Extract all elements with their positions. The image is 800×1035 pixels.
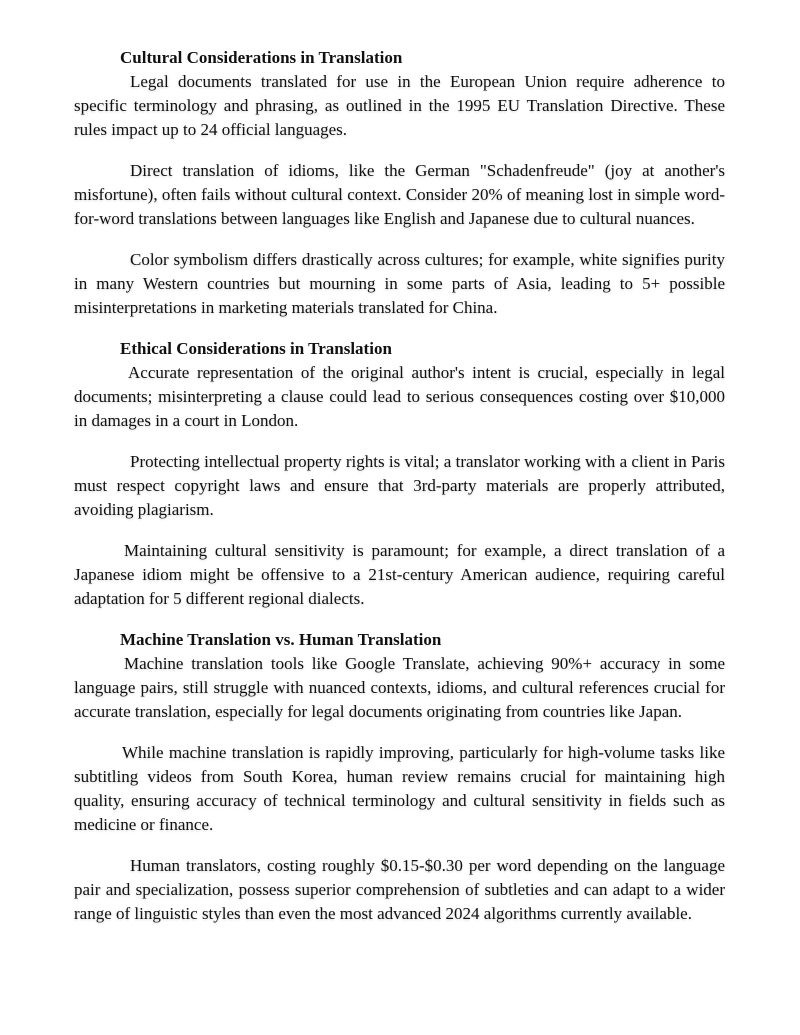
section-heading: Ethical Considerations in Translation bbox=[120, 339, 392, 358]
paragraph: Color symbolism differs drastically across cultures; for example, white signifies purity in many Western countries but mourning in some parts of Asia, leading to 5+ possible misinterpretations in marketing materials translated for China. bbox=[74, 250, 725, 317]
paragraph: Legal documents translated for use in the European Union require adherence to specific terminology and phrasing, as outlined in the 1995 EU Translation Directive. These rules impact up to 24 official languages. bbox=[74, 72, 725, 139]
paragraph: Accurate representation of the original author's intent is crucial, especially in legal documents; misinterpreting a clause could lead to serious consequences costing over $10,000 in damages in a court in London. bbox=[74, 363, 725, 430]
paragraph: Human translators, costing roughly $0.15-$0.30 per word depending on the language pair and specialization, possess superior comprehension of subtleties and can adapt to a wider range of linguistic styles than even the most advanced 2024 algorithms currently available. bbox=[74, 856, 725, 923]
section-heading: Machine Translation vs. Human Translation bbox=[120, 630, 442, 649]
section-ethical-considerations bbox=[74, 337, 725, 611]
section-machine-vs-human bbox=[74, 628, 725, 926]
paragraph: Machine translation tools like Google Translate, achieving 90%+ accuracy in some language pairs, still struggle with nuanced contexts, idioms, and cultural references crucial for accurate translation, especially for legal documents originating from countries like Japan. bbox=[74, 654, 725, 721]
paragraph: Maintaining cultural sensitivity is paramount; for example, a direct translation of a Japanese idiom might be offensive to a 21st-century American audience, requiring careful adaptation for 5 different regional dialects. bbox=[74, 541, 725, 608]
section-heading: Cultural Considerations in Translation bbox=[120, 48, 403, 67]
paragraph: While machine translation is rapidly improving, particularly for high-volume tasks like subtitling videos from South Korea, human review remains crucial for maintaining high quality, ensuring accuracy of technical terminology and cultural sensitivity in fields such as medicine or finance. bbox=[74, 743, 725, 834]
document-page bbox=[74, 46, 725, 926]
paragraph: Direct translation of idioms, like the German "Schadenfreude" (joy at another's misfortune), often fails without cultural context. Consider 20% of meaning lost in simple word-for-word translations between languages like English and Japanese due to cultural nuances. bbox=[74, 161, 725, 228]
paragraph: Protecting intellectual property rights is vital; a translator working with a client in Paris must respect copyright laws and ensure that 3rd-party materials are properly attributed, avoiding plagiarism. bbox=[74, 452, 725, 519]
section-cultural-considerations bbox=[74, 46, 725, 320]
